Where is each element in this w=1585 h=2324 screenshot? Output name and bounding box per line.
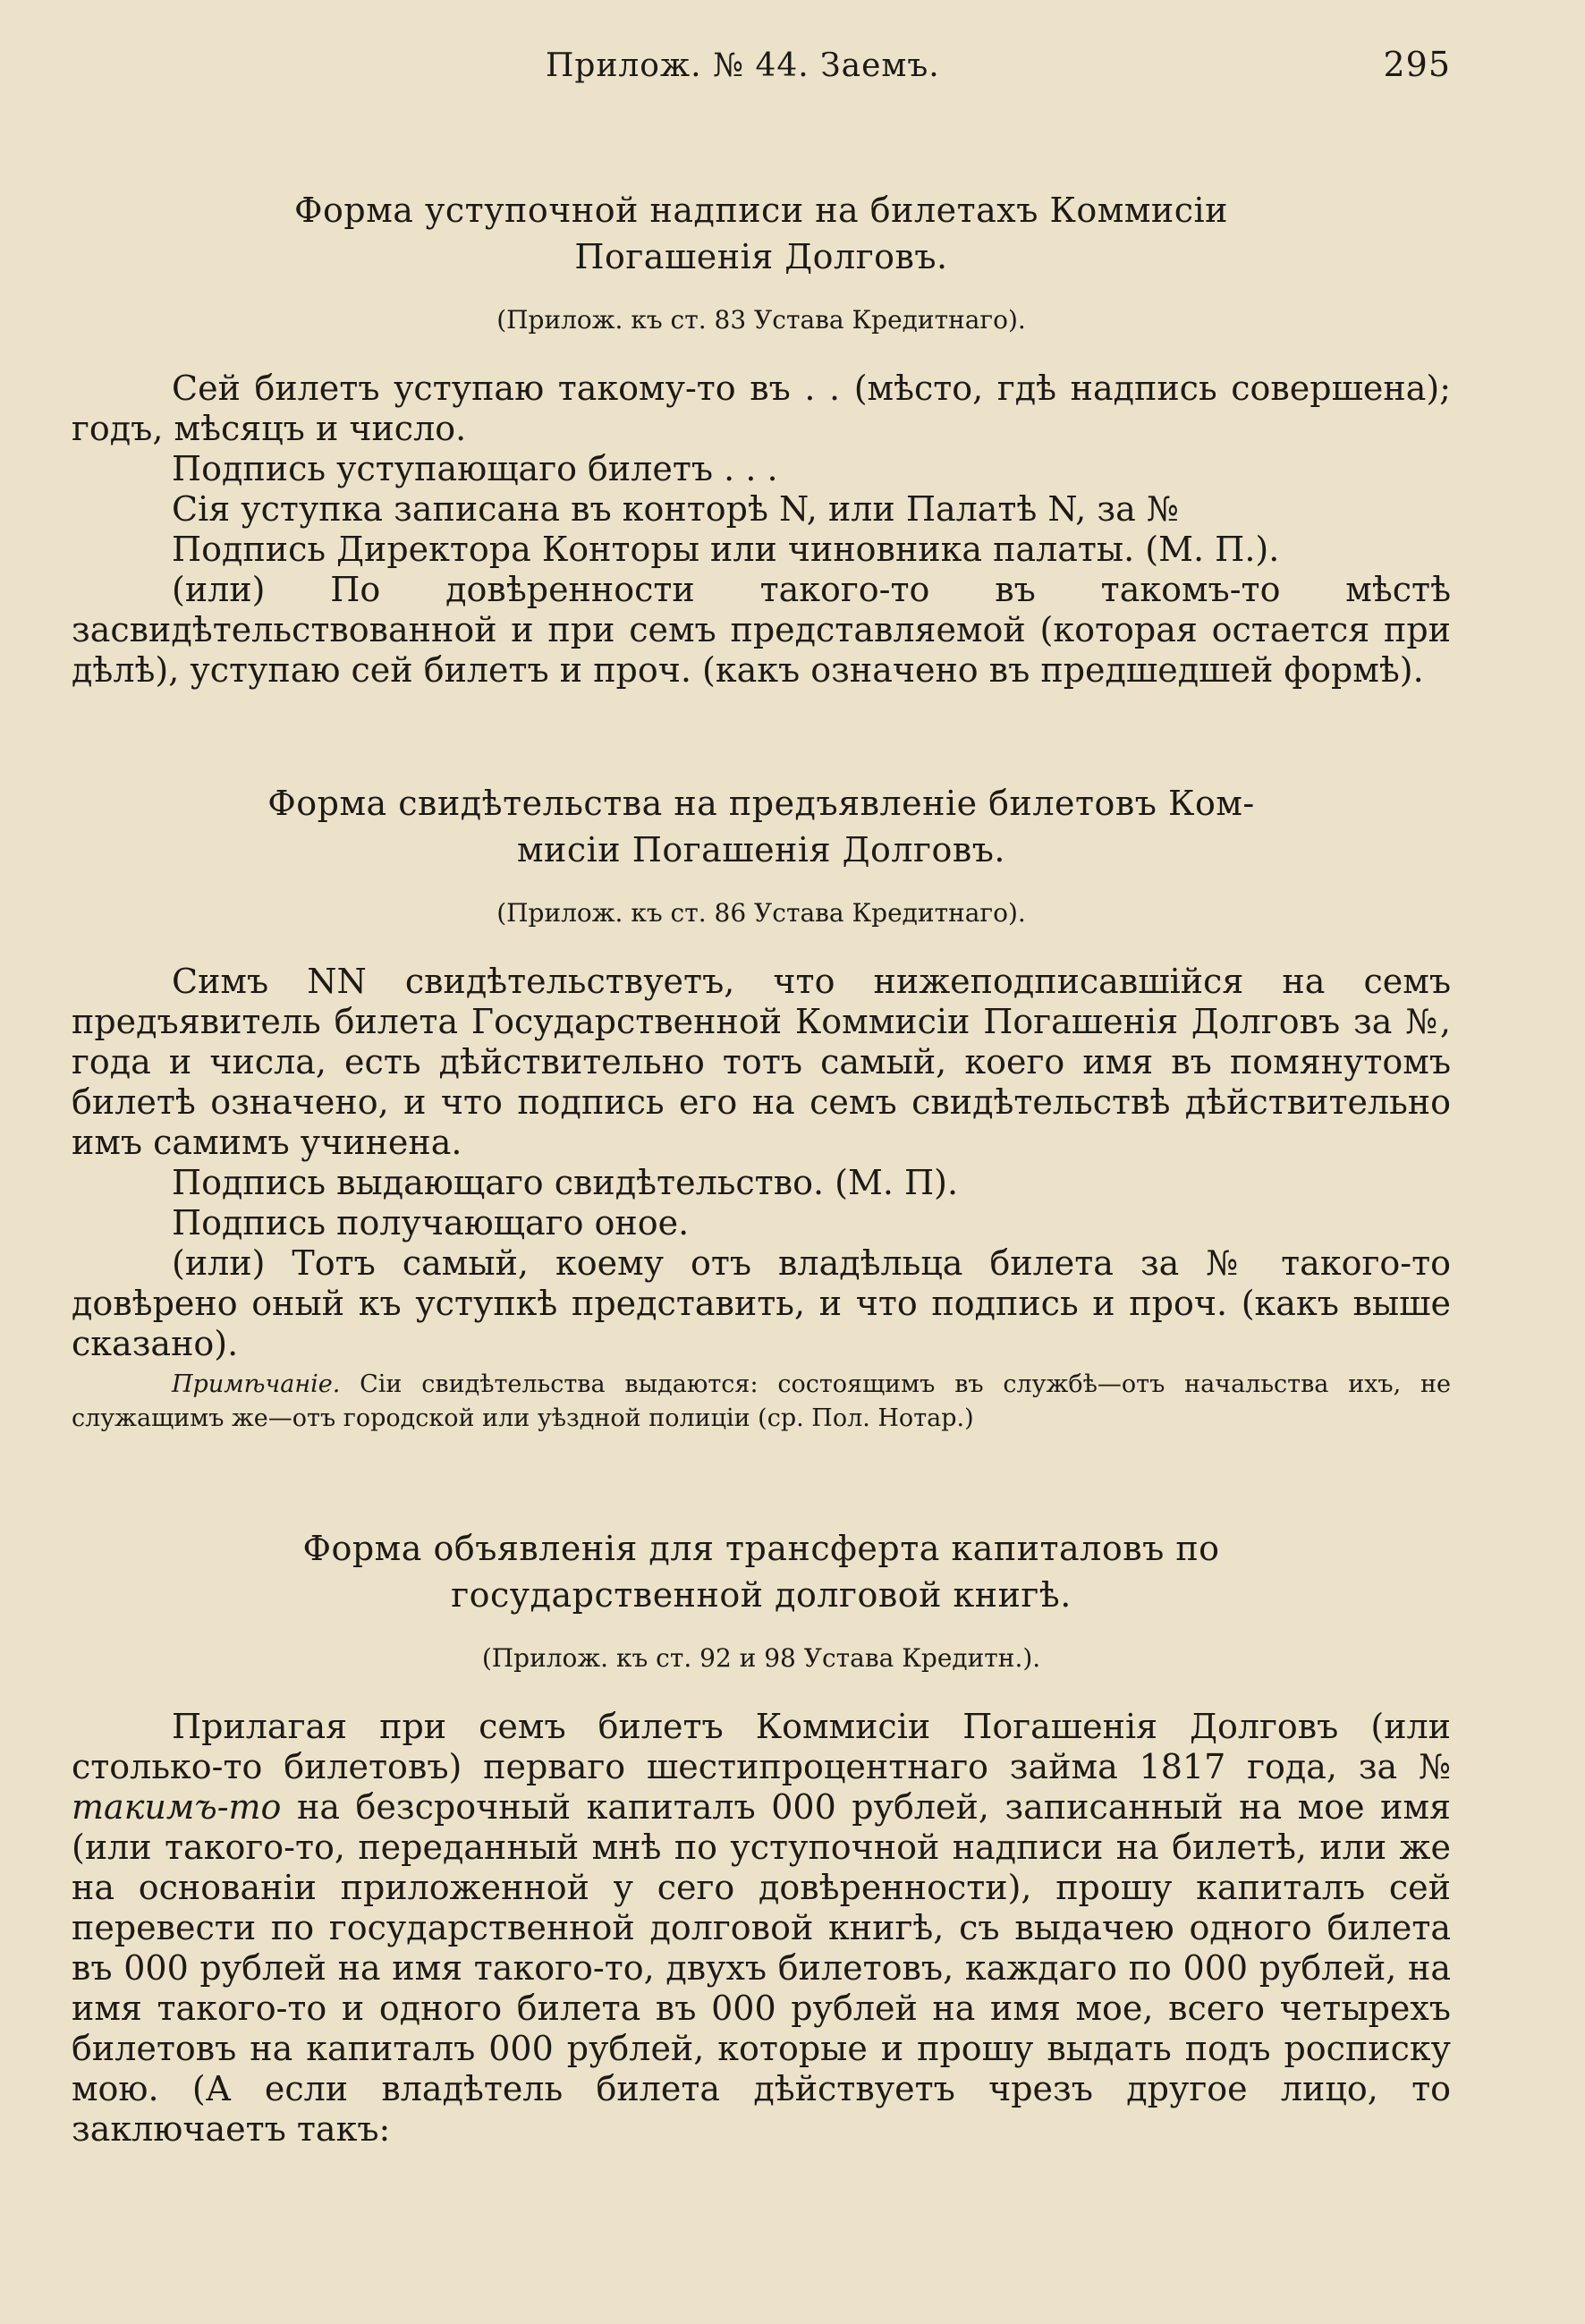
page-header — [72, 45, 1451, 84]
paragraph — [72, 1707, 1451, 2150]
paragraph: Подпись Директора Конторы или чиновника палаты. (М. П.). — [172, 530, 1280, 569]
page-number: 295 — [1383, 45, 1451, 84]
paragraph: (или) По довѣренности такого-то въ такомъ-то мѣстѣ засвидѣтельствованной и при семъ представляемой (которая остается при дѣлѣ), уступаю сей билетъ и проч. (какъ означено въ предшедшей формѣ). — [72, 570, 1451, 690]
paragraph: Симъ NN свидѣтельствуетъ, что нижеподписавшійся на семъ предъявитель билета Государственной Коммисіи Погашенія Долговъ за №, года и числа, есть дѣйствительно тотъ самый, коего имя въ помянутомъ билетѣ означено, и что подпись его на семъ свидѣтельствѣ дѣйствительно имъ самимъ учинена. — [72, 962, 1451, 1162]
paragraph-italic: такимъ-то — [72, 1787, 282, 1827]
section-1-title — [72, 187, 1451, 280]
paragraph: Подпись получающаго оное. — [172, 1203, 690, 1243]
section-3-title — [72, 1525, 1451, 1618]
paragraph: Подпись выдающаго свидѣтельство. (М. П). — [172, 1163, 959, 1202]
footnote — [72, 1368, 1451, 1436]
section-title-line: Форма уступочной надписи на билетахъ Коммисіи — [294, 191, 1228, 230]
footnote-label: Примѣчаніе. — [172, 1370, 341, 1398]
section-2-title — [72, 780, 1451, 873]
section-title-line: Форма свидѣтельства на предъявленіе билетовъ Ком- — [267, 784, 1255, 823]
section-title-line: Форма объявленія для трансферта капиталовъ по — [302, 1529, 1220, 1568]
section-title-line: государственной долговой книгѣ. — [451, 1575, 1072, 1615]
paragraph: (или) Тотъ самый, коему отъ владѣльца билета за № такого-то довѣрено оный къ уступкѣ представить, и что подпись и проч. (какъ выше сказано). — [72, 1243, 1451, 1363]
section-1-reference: (Прилож. къ ст. 83 Устава Кредитнаго). — [496, 305, 1026, 335]
footnote-text: Сіи свидѣтельства выдаются: состоящимъ въ службѣ—отъ начальства ихъ, не служащимъ же—отъ городской или уѣздной полиціи (ср. Пол. Нотар.) — [72, 1370, 1451, 1432]
paragraph-text: на безсрочный капиталъ 000 рублей, записанный на мое имя (или такого-то, переданный мнѣ по уступочной надписи на билетѣ, или же на основаніи приложенной у сего довѣренности), прошу капиталъ сей перевести по государственной долговой книгѣ, съ выдачею одного билета въ 000 рублей на имя такого-то, двухъ билетовъ, каждаго по 000 рублей, на имя такого-то и одного билета въ 000 рублей на имя мое, всего четырехъ билетовъ на капиталъ 000 рублей, которые и прошу выдать подъ росписку мою. (А если владѣтель билета дѣйствуетъ чрезъ другое лицо, то заключаетъ такъ: — [72, 1787, 1451, 2149]
section-title-line: мисіи Погашенія Долговъ. — [516, 830, 1005, 869]
section-3-reference: (Прилож. къ ст. 92 и 98 Устава Кредитн.). — [481, 1643, 1041, 1673]
paragraph: Сей билетъ уступаю такому-то въ . . (мѣсто, гдѣ надпись совершена); годъ, мѣсяцъ и число. — [72, 369, 1451, 448]
section-title-line: Погашенія Долговъ. — [574, 237, 948, 276]
section-2-reference: (Прилож. къ ст. 86 Устава Кредитнаго). — [496, 898, 1026, 928]
running-title: Прилож. № 44. Заемъ. — [546, 47, 940, 84]
paragraph: Подпись уступающаго билетъ . . . — [172, 449, 778, 488]
paragraph: Сія уступка записана въ конторѣ N, или Палатѣ N, за № — [172, 489, 1179, 529]
paragraph-text: Прилагая при семъ билетъ Коммисіи Погашенія Долговъ (или столько-то билетовъ) перваго шестипроцентнаго займа 1817 года, за № — [72, 1707, 1451, 1786]
